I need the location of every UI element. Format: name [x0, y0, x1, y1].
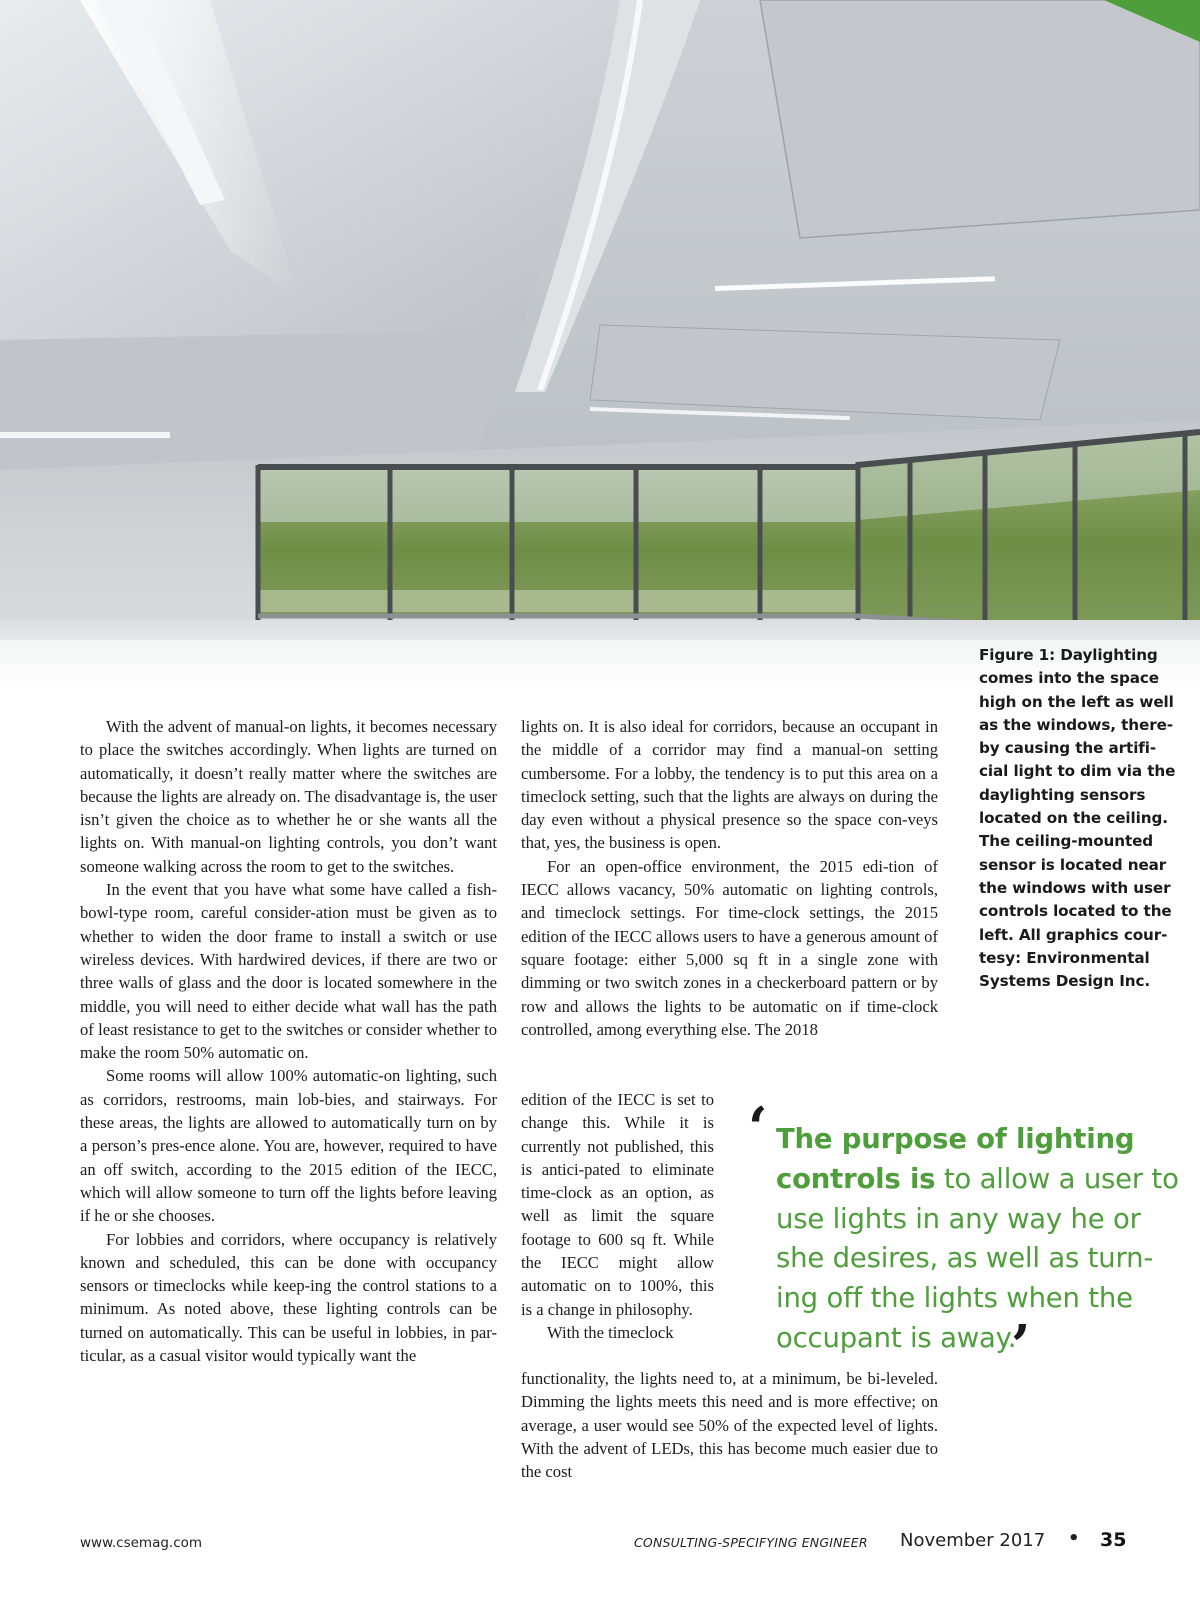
- paragraph: With the timeclock: [547, 1322, 674, 1342]
- paragraph: For an open-office environment, the 2015 edi-tion of IECC allows vacancy, 50% automatic on lighting controls, and timeclock settings. For time-clock settings, the 2015 edition of the IECC allows users to have a generous amount of square footage: either 5,000 sq ft in a single zone with dimming or two switch zones in a checkerboard pattern or by row and allows the lights to be automatic on if time-clock controlled, among everything else. The 2018: [521, 856, 938, 1039]
- office-interior-photo: [0, 0, 1200, 690]
- paragraph: lights on. It is also ideal for corridors, because an occupant in the middle of a corridor may find a manual-on setting cumbersome. For a lobby, the tendency is to put this area on a timeclock setting, such that the lights are always on during the day even without a physical presence so the space con-veys that, yes, the business is open.: [521, 717, 938, 853]
- pull-quote-lead: The purpose of lighting controls is: [776, 1123, 1135, 1195]
- figure-photo: [0, 0, 1200, 690]
- footer-date: November 2017: [900, 1530, 1046, 1551]
- close-quote-mark: ’: [1011, 1313, 1031, 1379]
- page-number: 35: [1100, 1529, 1127, 1551]
- article-column-2-narrow: [521, 1088, 714, 1344]
- paragraph: edition of the IECC is set to change this. While it is currently not published, this is antici-pated to eliminate time-clock as an option, as well as limit the square footage to 600 sq ft. While the IECC might allow automatic on to 100%, this is a change in philosophy.: [521, 1090, 714, 1319]
- pull-quote: [776, 1120, 1186, 1359]
- figure-caption: Figure 1: Daylighting comes into the space high on the left as well as the windows, there-by causing the artifi-cial light to dim via the daylighting sensors located on the ceiling. The ceiling-mounted sensor is located near the windows with user controls located to the left. All graphics cour-tesy: Environmental Systems Design Inc.: [979, 646, 1176, 991]
- footer-publication: CONSULTING-SPECIFYING ENGINEER: [634, 1535, 868, 1550]
- article-column-2-top: [521, 715, 938, 1041]
- corner-accent: [1104, 0, 1200, 42]
- paragraph: For lobbies and corridors, where occupancy is relatively known and scheduled, this can be done with occupancy sensors or timeclocks while keep-ing the control stations to a minimum. As noted above, these lighting controls can be turned on automatically. This can be useful in lobbies, in par-ticular, as a casual visitor would typically want the: [80, 1229, 497, 1366]
- article-column-2-bottom: [521, 1367, 938, 1483]
- footer-bullet: •: [1068, 1528, 1080, 1549]
- paragraph: Some rooms will allow 100% automatic-on lighting, such as corridors, restrooms, main lob-bies, and stairways. For these areas, the lights are allowed to automatically turn on by a person’s pres-ence alone. You are, however, required to have an off switch, according to the 2015 edition of the IECC, which will allow someone to turn off the lights before leaving if he or she chooses.: [80, 1066, 497, 1226]
- paragraph: In the event that you have what some have called a fish-bowl-type room, careful consider-ation must be given as to whether to widen the door frame to install a switch or use wireless devices. With hardwired devices, if there are two or three walls of glass and the door is located somewhere in the middle, you will need to either decide what wall has the path of least resistance to get to the switches or consider whether to make the room 50% automatic on.: [80, 880, 497, 1063]
- paragraph: With the advent of manual-on lights, it becomes necessary to place the switches accordingly. When lights are turned on automatically, it doesn’t really matter where the switches are because the lights are already on. The disadvantage is, the user isn’t given the choice as to whether he or she wants all the lights on. With manual-on lighting controls, you don’t want someone walking across the room to get to the switches.: [80, 717, 497, 876]
- footer-url[interactable]: www.csemag.com: [80, 1535, 203, 1551]
- paragraph: functionality, the lights need to, at a minimum, be bi-leveled. Dimming the lights meets this need and is more effective; on average, a user would see 50% of the expected level of lights. With the advent of LEDs, this has become much easier due to the cost: [521, 1369, 938, 1482]
- pull-quote-text: to allow a user to use lights in any way he or she desires, as well as turn-ing off the lights when the occupant is away.: [776, 1162, 1179, 1354]
- article-column-1: [80, 715, 497, 1367]
- open-quote-mark: ‘: [748, 1095, 768, 1161]
